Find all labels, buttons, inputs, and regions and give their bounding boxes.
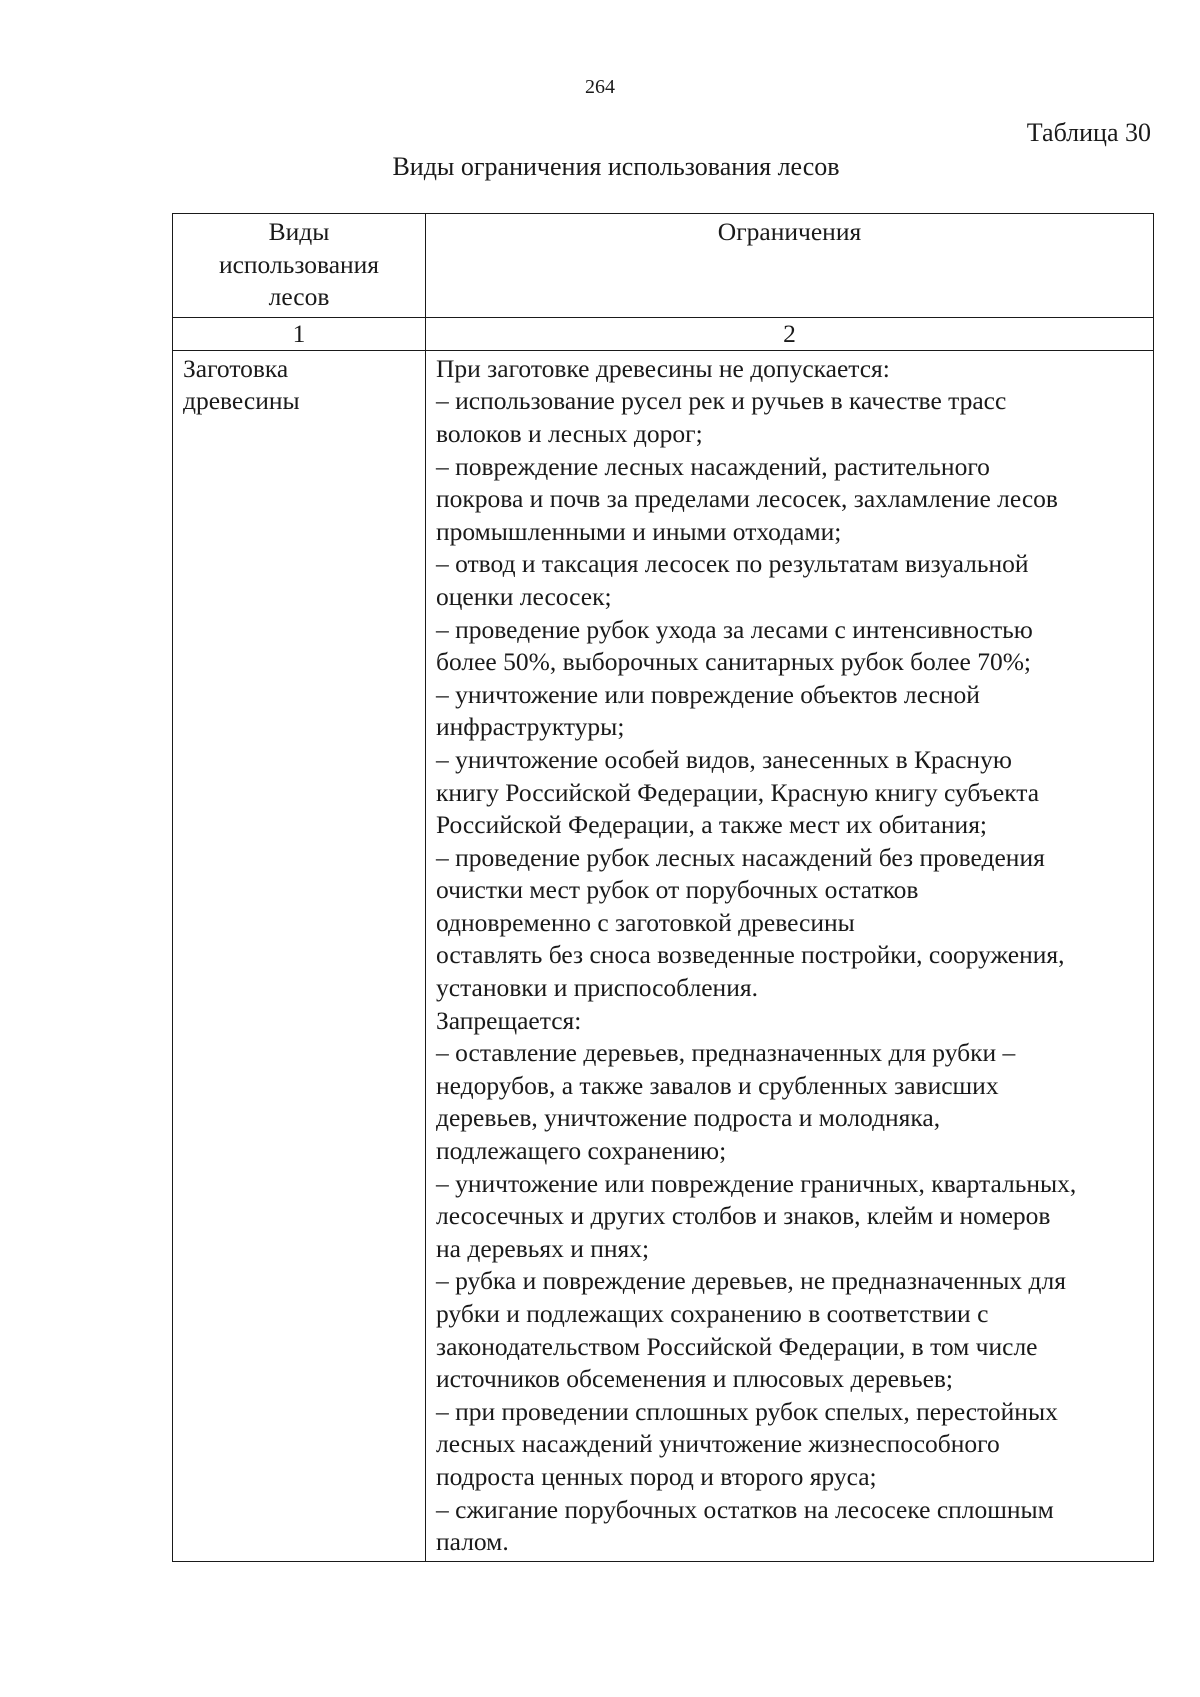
restriction-line: деревьев, уничтожение подроста и молодняка, [436, 1103, 941, 1133]
restriction-line: одновременно с заготовкой древесины [436, 907, 855, 937]
restrictions-table [172, 213, 1154, 1562]
restriction-line: – рубка и повреждение деревьев, не предназначенных для [436, 1266, 1066, 1296]
restriction-line: покрова и почв за пределами лесосек, захламление лесов [436, 484, 1058, 514]
header-line: Виды [268, 217, 330, 246]
restriction-line: волоков и лесных дорог; [436, 418, 703, 448]
restriction-line: лесосечных и других столбов и знаков, клейм и номеров [436, 1201, 1051, 1231]
restriction-line: Запрещается: [436, 1005, 582, 1035]
restriction-line: Российской Федерации, а также мест их обитания; [436, 810, 988, 840]
restriction-line: на деревьях и пнях; [436, 1233, 650, 1263]
restriction-line: – уничтожение особей видов, занесенных в Красную [436, 744, 1012, 774]
restriction-line: – отвод и таксация лесосек по результатам визуальной [436, 549, 1029, 579]
restriction-line: – при проведении сплошных рубок спелых, перестойных [436, 1396, 1058, 1426]
restriction-line: промышленными и иными отходами; [436, 516, 842, 546]
header-row [173, 214, 1154, 318]
restriction-line: подроста ценных пород и второго яруса; [436, 1461, 877, 1491]
restriction-line: – проведение рубок ухода за лесами с интенсивностью [436, 614, 1033, 644]
restriction-line: законодательством Российской Федерации, в том числе [436, 1331, 1038, 1361]
kind-line: древесины [183, 386, 300, 416]
restriction-line: очистки мест рубок от порубочных остатков [436, 875, 919, 905]
restriction-line: – использование русел рек и ручьев в качестве трасс [436, 386, 1007, 416]
header-line: использования [218, 249, 380, 279]
restriction-line: установки и приспособления. [436, 973, 758, 1003]
restriction-line: инфраструктуры; [436, 712, 625, 742]
column-number: 1 [173, 317, 426, 350]
restriction-line: книгу Российской Федерации, Красную книгу субъекта [436, 777, 1040, 807]
restriction-line: более 50%, выборочных санитарных рубок более 70%; [436, 647, 1032, 677]
restriction-line: При заготовке древесины не допускается: [436, 353, 890, 383]
header-forest-use-kinds [173, 214, 426, 318]
header-restrictions: Ограничения [426, 214, 1154, 318]
table-title: Виды ограничения использования лесов [392, 152, 840, 181]
restriction-line: – уничтожение или повреждение граничных, квартальных, [436, 1168, 1077, 1198]
restriction-line: оставлять без сноса возведенные постройки, сооружения, [436, 940, 1065, 970]
numbering-row [173, 317, 1154, 350]
column-number: 2 [426, 317, 1154, 350]
restriction-line: – оставление деревьев, предназначенных для рубки – [436, 1038, 1016, 1068]
restriction-line: палом. [436, 1527, 509, 1557]
restriction-line: подлежащего сохранению; [436, 1136, 727, 1166]
restriction-line: оценки лесосек; [436, 581, 612, 611]
page-number: 264 [585, 76, 615, 98]
restriction-line: источников обсеменения и плюсовых деревьев; [436, 1364, 954, 1394]
forest-use-kind-cell [173, 350, 426, 1561]
restriction-line: – сжигание порубочных остатков на лесосеке сплошным [436, 1494, 1054, 1524]
table-row [173, 350, 1154, 1561]
kind-line: Заготовка [183, 353, 289, 383]
restriction-line: лесных насаждений уничтожение жизнеспособного [436, 1429, 1000, 1459]
table-label: Таблица 30 [1026, 118, 1151, 147]
restriction-line: недорубов, а также завалов и срубленных зависших [436, 1070, 999, 1100]
restriction-line: – уничтожение или повреждение объектов лесной [436, 679, 980, 709]
restriction-line: рубки и подлежащих сохранению в соответствии с [436, 1299, 989, 1328]
restrictions-cell [426, 350, 1154, 1561]
restriction-line: – повреждение лесных насаждений, растительного [436, 451, 990, 481]
restriction-line: – проведение рубок лесных насаждений без проведения [436, 842, 1045, 872]
header-line: лесов [268, 282, 330, 312]
